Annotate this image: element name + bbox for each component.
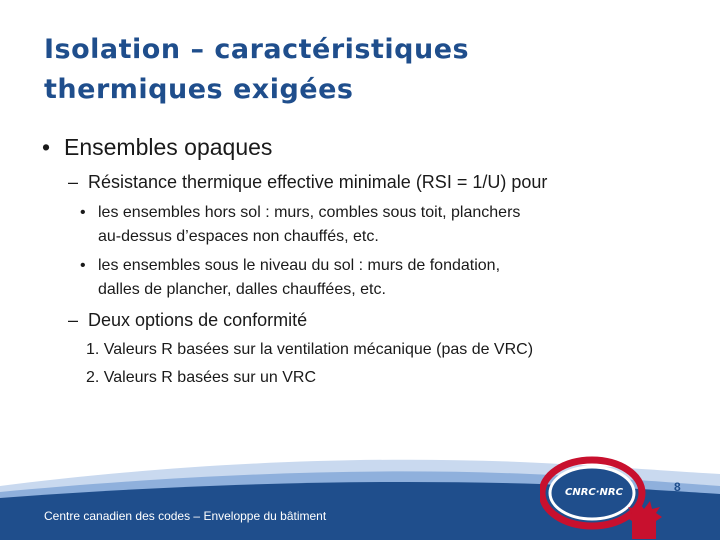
footer-text: Centre canadien des codes – Enveloppe du bâtiment: [44, 509, 327, 523]
page-number: 8: [674, 480, 681, 494]
subitem-conformite: [68, 310, 307, 331]
sub-bullet-text: les ensembles hors sol : murs, combles sous toit, planchers: [98, 204, 521, 221]
bullet-text: Ensembles opaques: [64, 134, 273, 160]
bullet-icon: •: [42, 134, 51, 160]
bullet-ensembles-opaques: [42, 134, 272, 161]
sub-bullet-sous-sol: [80, 254, 500, 302]
numbered-item-2: 2. Valeurs R basées sur un VRC: [86, 369, 317, 386]
sub-bullet-text: les ensembles sous le niveau du sol : murs de fondation,: [98, 257, 501, 274]
sub-bullet-text-continued: dalles de plancher, dalles chauffées, etc.: [98, 281, 386, 298]
title-line-2: thermiques exigées: [44, 74, 354, 105]
subitem-text: Deux options de conformité: [88, 310, 308, 330]
slide-title: [44, 30, 684, 110]
bullet-icon: •: [80, 257, 86, 274]
dash-icon: –: [68, 172, 79, 192]
subitem-text: Résistance thermique effective minimale (RSI = 1/U) pour: [88, 172, 548, 192]
sub-bullet-text-continued: au-dessus d’espaces non chauffés, etc.: [98, 228, 379, 245]
dash-icon: –: [68, 310, 79, 330]
title-line-1: Isolation – caractéristiques: [44, 34, 470, 65]
logo-text: CNRC·NRC: [565, 487, 623, 498]
bullet-icon: •: [80, 204, 86, 221]
numbered-item-1: 1. Valeurs R basées sur la ventilation mécanique (pas de VRC): [86, 341, 534, 358]
sub-bullet-hors-sol: [80, 201, 520, 249]
subitem-resistance: [68, 172, 547, 193]
